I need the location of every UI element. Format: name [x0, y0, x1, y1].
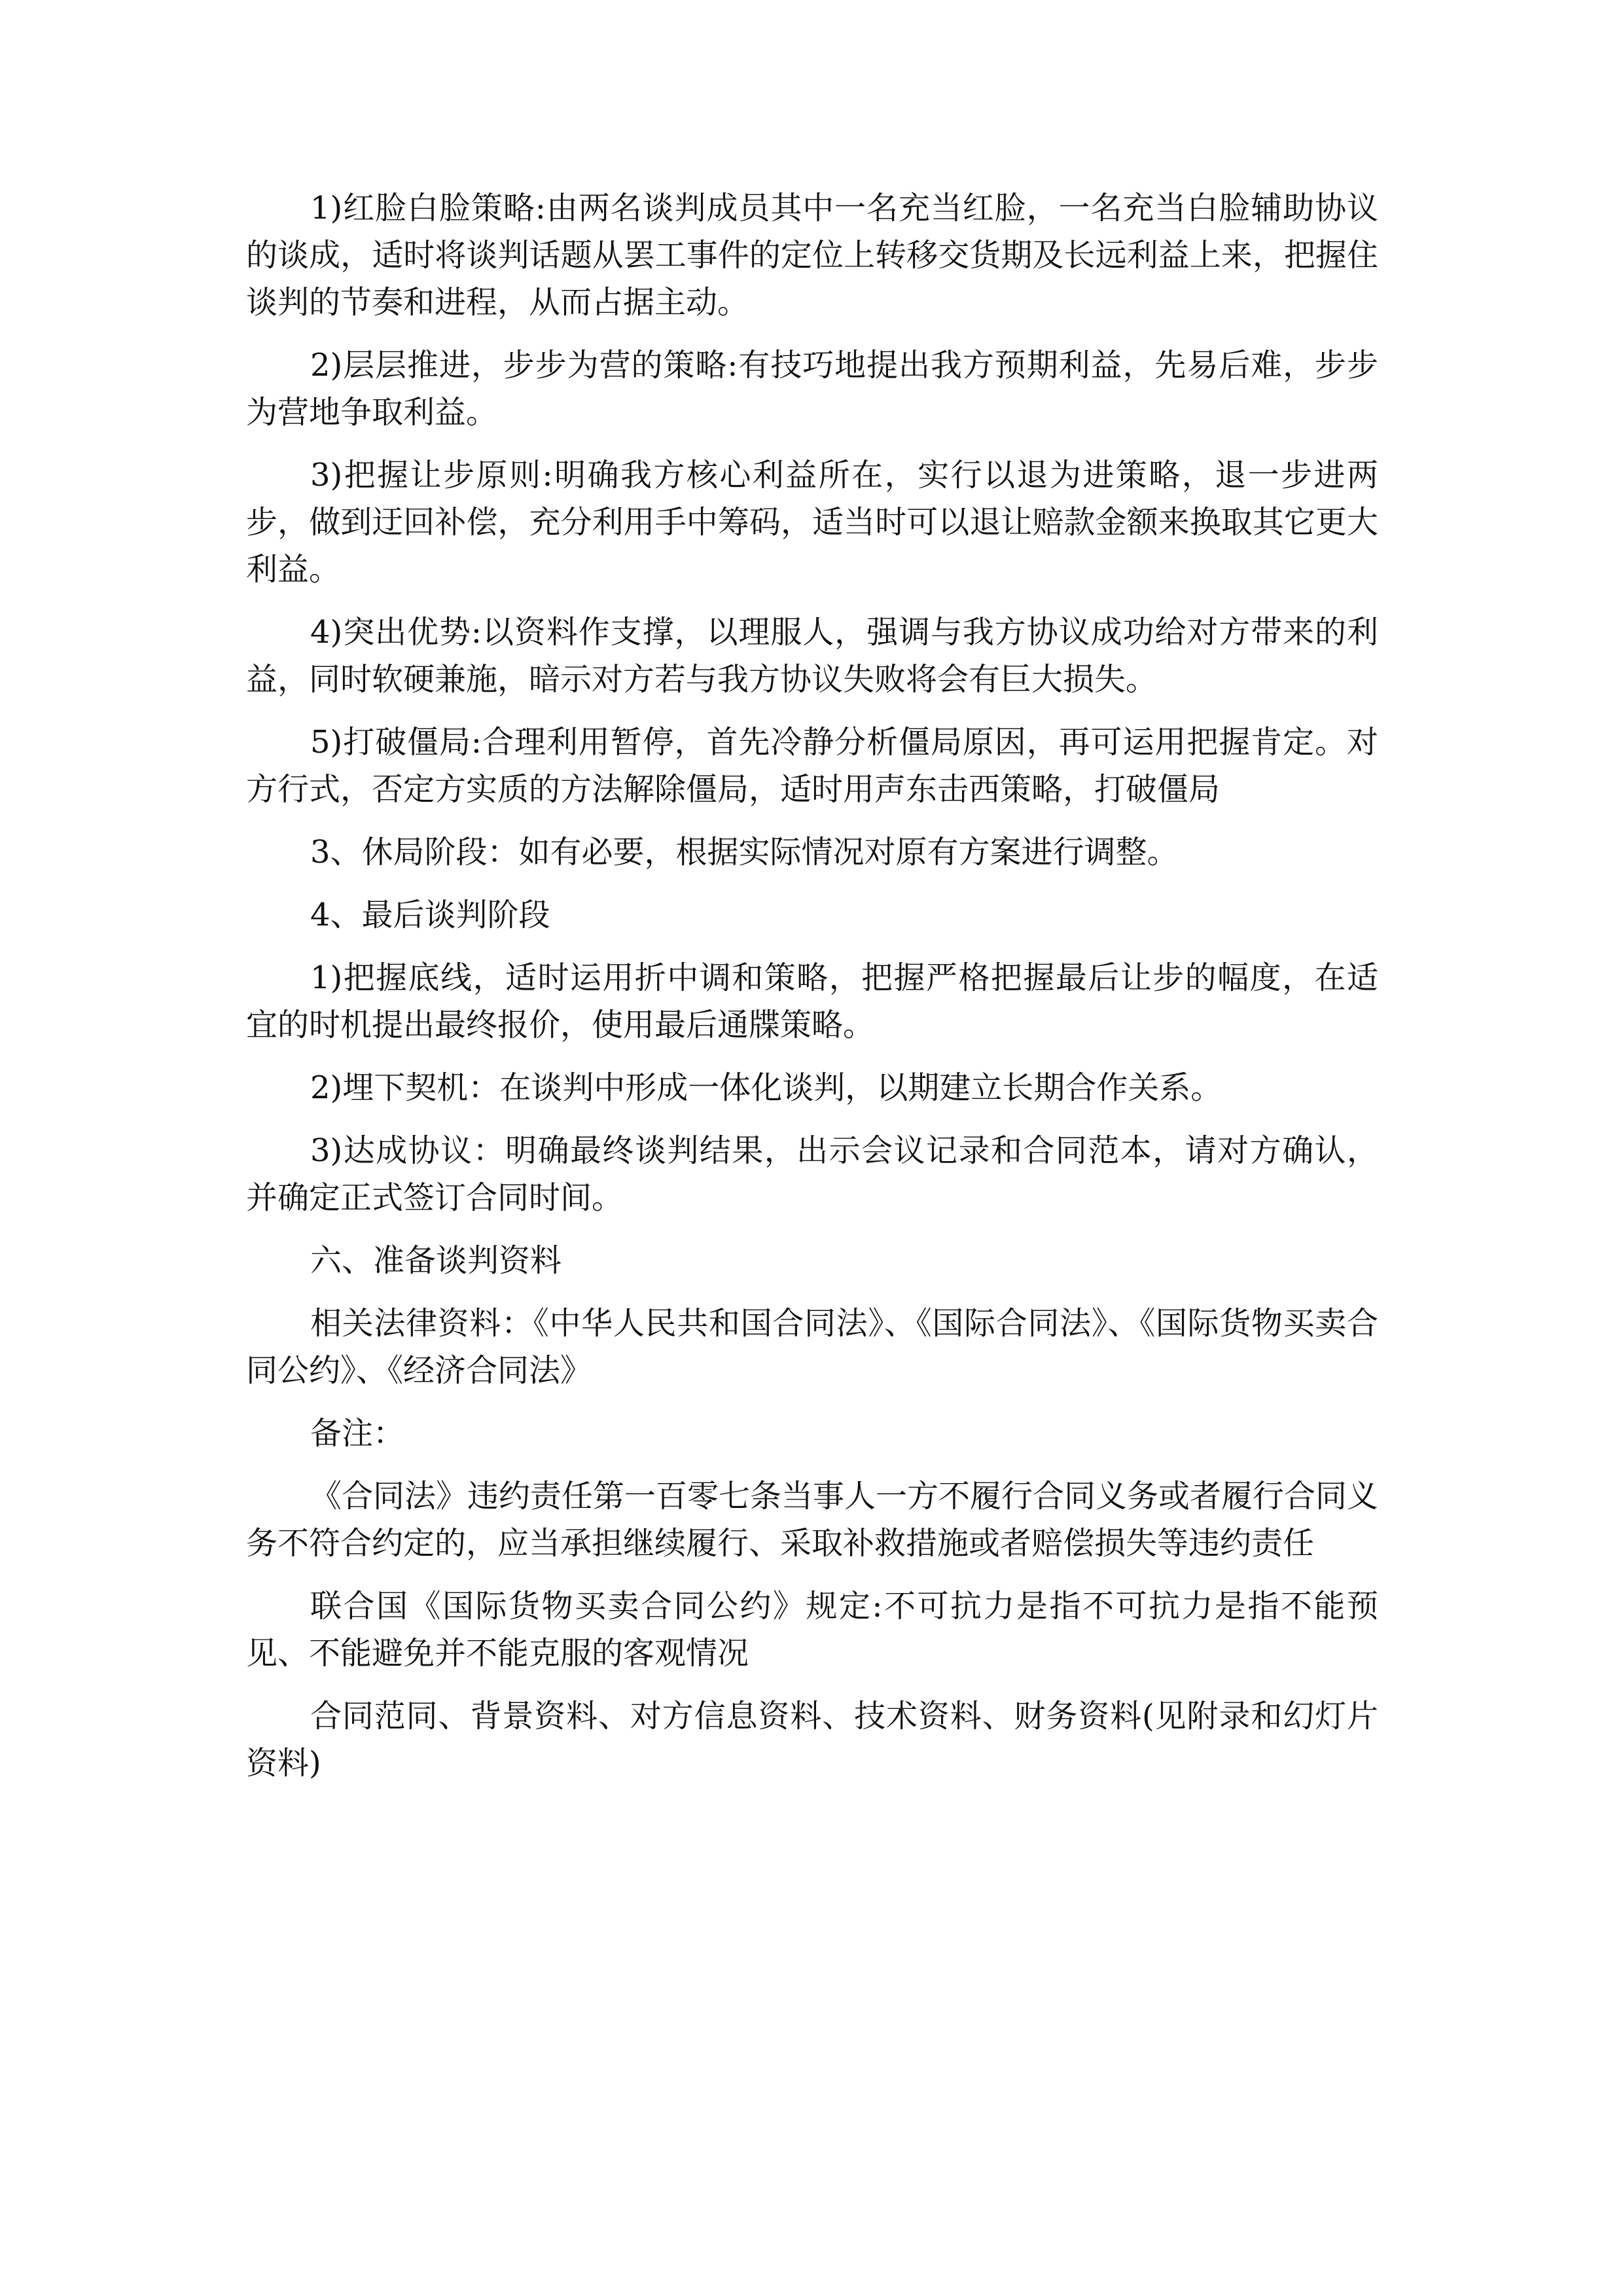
- heading-recess-stage: 3、休局阶段：如有必要，根据实际情况对原有方案进行调整。: [310, 834, 1179, 870]
- paragraph-legal-materials: 相关法律资料：《中华人民共和国合同法》、《国际合同法》、《国际货物买卖合同公约》、《经济合同法》: [246, 1305, 1378, 1389]
- paragraph-concession-principle: 3)把握让步原则:明确我方核心利益所在，实行以退为进策略，退一步进两步，做到迂回补偿，充分利用手中筹码，适当时可以退让赔款金额来换取其它更大利益。: [246, 457, 1378, 588]
- paragraph-reach-agreement: 3)达成协议：明确最终谈判结果，出示会议记录和合同范本，请对方确认，并确定正式签订合同时间。: [246, 1132, 1378, 1216]
- paragraph-hold-bottom-line: 1)把握底线，适时运用折中调和策略，把握严格把握最后让步的幅度，在适宜的时机提出最终报价，使用最后通牒策略。: [246, 960, 1378, 1043]
- paragraph-highlight-advantages: 4)突出优势:以资料作支撑，以理服人，强调与我方协议成功给对方带来的利益，同时软硬兼施，暗示对方若与我方协议失败将会有巨大损失。: [246, 614, 1378, 698]
- paragraph-plant-opportunity: 2)埋下契机：在谈判中形成一体化谈判，以期建立长期合作关系。: [310, 1069, 1222, 1106]
- heading-final-negotiation-stage: 4、最后谈判阶段: [310, 897, 550, 933]
- paragraph-step-by-step-strategy: 2)层层推进，步步为营的策略:有技巧地提出我方预期利益，先易后难，步步为营地争取利益。: [246, 347, 1378, 431]
- label-remarks: 备注：: [310, 1415, 405, 1452]
- paragraph-force-majeure: 联合国《国际货物买卖合同公约》规定:不可抗力是指不可抗力是指不能预见、不能避免并不能克服的客观情况: [246, 1588, 1378, 1672]
- paragraph-materials-list: 合同范同、背景资料、对方信息资料、技术资料、财务资料(见附录和幻灯片资料): [246, 1698, 1378, 1782]
- paragraph-red-white-face-strategy: 1)红脸白脸策略:由两名谈判成员其中一名充当红脸，一名充当白脸辅助协议的谈成，适时将谈判话题从罢工事件的定位上转移交货期及长远利益上来，把握住谈判的节奏和进程，从而占据主动。: [246, 190, 1378, 321]
- paragraph-contract-law-liability: 《合同法》违约责任第一百零七条当事人一方不履行合同义务或者履行合同义务不符合约定的，应当承担继续履行、采取补救措施或者赔偿损失等违约责任: [246, 1478, 1379, 1562]
- heading-prepare-materials: 六、准备谈判资料: [310, 1242, 562, 1279]
- paragraph-break-deadlock: 5)打破僵局:合理利用暂停，首先冷静分析僵局原因，再可运用把握肯定。对方行式，否定方实质的方法解除僵局，适时用声东击西策略，打破僵局: [246, 724, 1378, 808]
- document-body: [246, 185, 1378, 1803]
